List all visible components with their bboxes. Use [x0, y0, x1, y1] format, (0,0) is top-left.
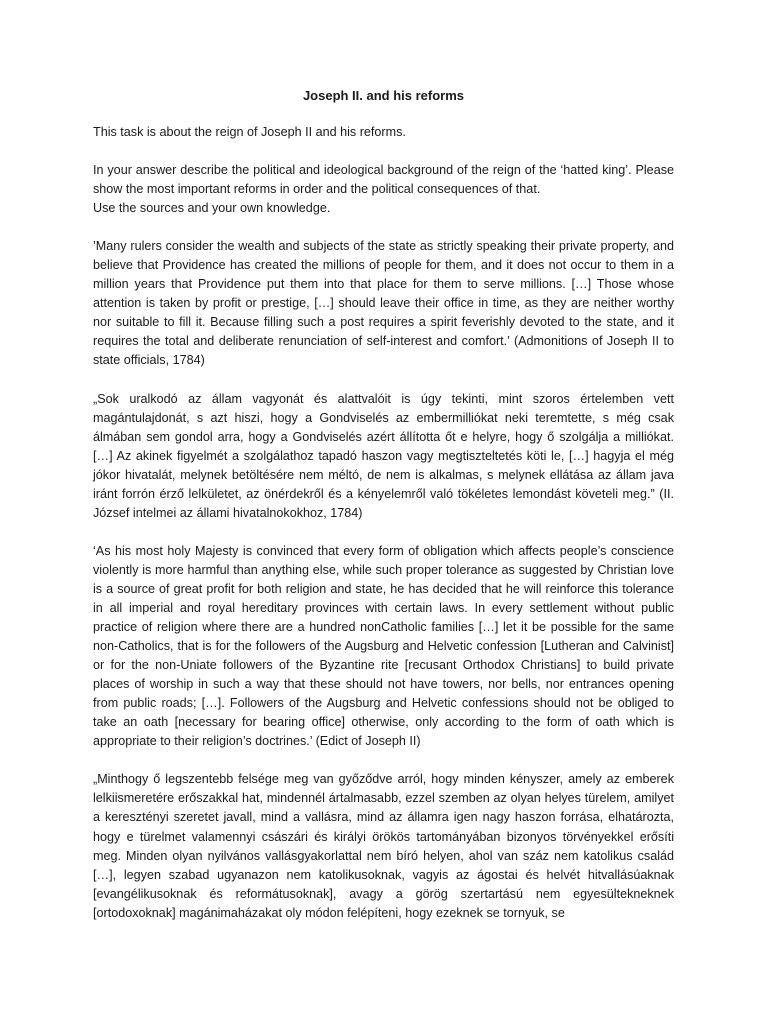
- source-2-english: ‘As his most holy Majesty is convinced that every form of obligation which affects people’s conscience violently is more harmful than anything else, while such proper tolerance as suggested by Christian love is a source of great profit for both religion and state, he has decided that he will reinforce this tolerance in all imperial and royal hereditary provinces with certain laws. In every settlement without public practice of religion where there are a hundred nonCatholic families […] let it be possible for the same non-Catholics, that is for the followers of the Augsburg and Helvetic confession [Lutheran and Calvinist] or for the non-Uniate followers of the Byzantine rite [recusant Orthodox Christians] to build private places of worship in such a way that these should not have towers, nor bells, nor entrances opening from public roads; […]. Followers of the Augsburg and Helvetic confessions should not be obliged to take an oath [necessary for bearing office] otherwise, only according to the form of oath which is appropriate to their religion’s doctrines.’ (Edict of Joseph II): [93, 543, 674, 749]
- source-1-hungarian: „Sok uralkodó az állam vagyonát és alattvalóit is úgy tekinti, mint szoros értelemben vett magántulajdonát, s azt hiszi, hogy a Gondviselés az embermilliókat neki teremtette, s még csak álmában sem gondol arra, hogy a Gondviselés azért állította őt e helyre, hogy ő szolgálja a milliókat. […] Az akinek figyelmét a szolgálathoz tapadó haszon vagy megtiszteltetés köti le, […] hagyja el még jókor hivatalát, melynek betöltésére nem méltó, de nem is alkalmas, s melynek ellátása az állam java iránt forrón érző lelkületet, az önérdekről és a kényelemről való tökéletes lemondást követeli meg.” (II. József intelmei az állami hivatalnokokhoz, 1784): [93, 391, 674, 520]
- instructions-block: [93, 161, 674, 218]
- source-1-english: ’Many rulers consider the wealth and subjects of the state as strictly speaking their private property, and believe that Providence has created the millions of people for them, and it does not occur to them in a million years that Providence put them into that place for them to serve millions. […] Those whose attention is taken by profit or prestige, […] should leave their office in time, as they are neither worthy nor suitable to fill it. Because filling such a post requires a spirit feverishly devoted to the state, and it requires the total and deliberate renunciation of self-interest and comfort.’ (Admonitions of Joseph II to state officials, 1784): [93, 239, 674, 368]
- instructions-line: Use the sources and your own knowledge.: [93, 201, 331, 216]
- document-page: [93, 86, 674, 923]
- instructions-line: In your answer describe the political and ideological background of the reign of the ‘hatted king’. Please show the most important reforms in order and the political consequences of that.: [93, 163, 674, 197]
- intro-paragraph: This task is about the reign of Joseph II and his reforms.: [93, 125, 406, 139]
- source-2-hungarian: „Minthogy ő legszentebb felsége meg van győződve arról, hogy minden kényszer, amely az emberek lelkiismeretére erőszakkal hat, mindennél ártalmasabb, ezzel szemben az olyan helyes türelem, amilyet a keresztényi szeretet javall, mind a vallásra, mind az államra igen nagy haszon forrása, elhatározta, hogy e türelmet valamennyi császári és királyi örökös tartományában bizonyos törvényekkel erősíti meg. Minden olyan nyilvános vallásgyakorlattal nem bíró helyen, ahol van száz nem katolikus család […], legyen szabad ugyanazon nem katolikusoknak, vagyis az ágostai és helvét hitvallásúaknak [evangélikusoknak és reformátusoknak], avagy a görög szertartású nem egyesültekneknek [ortodoxoknak] magánimaházakat oly módon felépíteni, hogy ezeknek se tornyuk, se: [93, 772, 674, 920]
- document-title: Joseph II. and his reforms: [302, 88, 465, 103]
